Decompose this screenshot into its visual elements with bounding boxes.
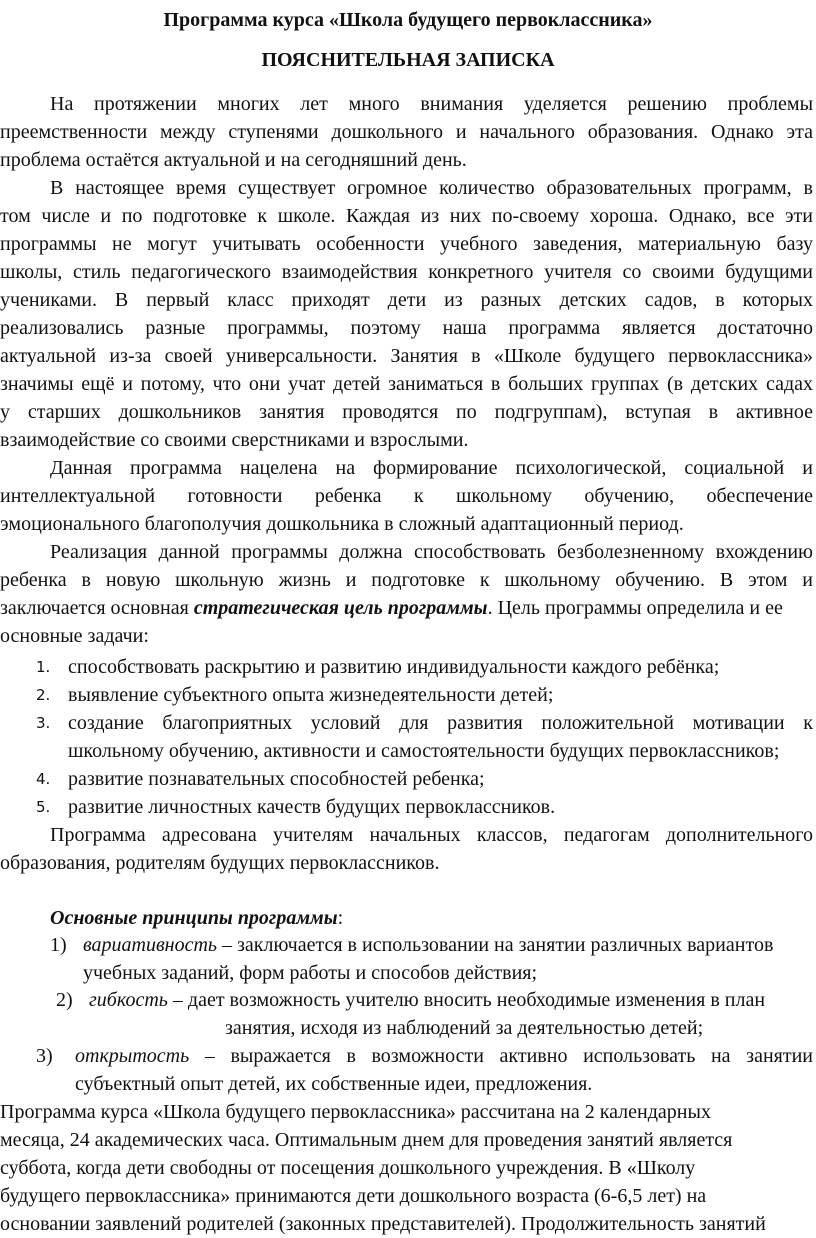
task-number: 3. [36, 714, 51, 732]
principles-heading-colon: : [337, 907, 344, 929]
principle-item: учебных заданий, форм работы и способов действия; [83, 962, 538, 984]
principle-text: – выражается в возможности активно использовать на занятии [189, 1045, 813, 1067]
paragraph-2-line: учениками. В первый класс приходят дети из разных детских садов, в которых [0, 289, 813, 311]
principle-number: 2) [56, 989, 73, 1011]
paragraph-6-line: суббота, когда дети свободны от посещения дошкольного учреждения. В «Школу [0, 1157, 696, 1179]
task-number: 5. [36, 798, 51, 816]
paragraph-1-line: На протяжении многих лет много внимания уделяется решению проблемы [50, 93, 813, 115]
principle-number: 3) [36, 1045, 53, 1067]
paragraph-4-text: . Цель программы определила и ее [487, 597, 783, 619]
principles-heading [50, 906, 343, 930]
task-item: выявление субъектного опыта жизнедеятельности детей; [68, 684, 554, 706]
paragraph-2-line: актуальной из-за своей универсальности. Занятия в «Школе будущего первоклассника» [0, 345, 813, 367]
principle-text: – дает возможность учителю вносить необходимые изменения в план [167, 989, 766, 1011]
task-number: 1. [36, 658, 51, 676]
paragraph-3-line: интеллектуальной готовности ребенка к школьному обучению, обеспечение [0, 485, 813, 507]
paragraph-4-line [0, 596, 783, 620]
task-item: развитие познавательных способностей ребенка; [68, 768, 485, 790]
principle-term: вариативность [83, 934, 218, 956]
task-item: развитие личностных качеств будущих первоклассников. [68, 796, 556, 818]
principles-heading-text: Основные принципы программы [50, 907, 338, 929]
paragraph-5-line: образования, родителям будущих первоклассников. [0, 852, 440, 874]
task-item: школьному обучению, активности и самостоятельности будущих первоклассников; [68, 740, 780, 762]
section-heading: ПОЯСНИТЕЛЬНАЯ ЗАПИСКА [261, 49, 555, 71]
paragraph-2-line: программы не могут учитывать особенности учебного заведения, материальную базу [0, 233, 813, 255]
paragraph-3-line: Данная программа нацелена на формирование психологической, социальной и [50, 457, 813, 479]
paragraph-6-line: основании заявлений родителей (законных представителей). Продолжительность занятий [0, 1213, 766, 1235]
principle-item [75, 1044, 813, 1068]
paragraph-2-line: В настоящее время существует огромное количество образовательных программ, в [50, 177, 813, 199]
paragraph-2-line: реализовались разные программы, поэтому наша программа является достаточно [0, 317, 813, 339]
principle-item [89, 988, 765, 1012]
strategic-goal-emphasis: стратегическая цель программы [193, 597, 488, 619]
paragraph-6-line: месяца, 24 академических часа. Оптимальным днем для проведения занятий является [0, 1129, 733, 1151]
principle-number: 1) [50, 934, 67, 956]
paragraph-4-text: заключается основная [0, 597, 194, 619]
paragraph-6-line: будущего первоклассника» принимаются дети дошкольного возраста (6-6,5 лет) на [0, 1185, 707, 1207]
paragraph-2-line: школы, стиль педагогического взаимодействия конкретного учителя со своими будущими [0, 261, 813, 283]
paragraph-2-line: том числе и по подготовке к школе. Каждая из них по-своему хороша. Однако, все эти [0, 205, 813, 227]
paragraph-2-line: у старших дошкольников занятия проводятся по подгруппам), вступая в активное [0, 401, 813, 423]
paragraph-6-line: Программа курса «Школа будущего первоклассника» рассчитана на 2 календарных [0, 1101, 711, 1123]
principle-term: гибкость [89, 989, 168, 1011]
document-title: Программа курса «Школа будущего первоклассника» [163, 9, 653, 31]
principle-item: занятия, исходя из наблюдений за деятельностью детей; [225, 1017, 704, 1039]
task-number: 2. [36, 686, 51, 704]
principle-item [83, 933, 773, 957]
principle-text: – заключается в использовании на занятии различных вариантов [217, 934, 774, 956]
paragraph-4-line: ребенка в новую школьную жизнь и подготовке к школьному обучению. В этом и [0, 569, 813, 591]
principle-term: открытость [75, 1045, 190, 1067]
task-item: способствовать раскрытию и развитию индивидуальности каждого ребёнка; [68, 656, 720, 678]
paragraph-5-line: Программа адресована учителям начальных классов, педагогам дополнительного [50, 824, 813, 846]
paragraph-1-line: проблема остаётся актуальной и на сегодняшний день. [0, 149, 467, 171]
paragraph-4-line: Реализация данной программы должна способствовать безболезненному вхождению [50, 541, 813, 563]
paragraph-4-line: основные задачи: [0, 625, 149, 647]
task-item: создание благоприятных условий для развития положительной мотивации к [68, 712, 813, 734]
task-number: 4. [36, 770, 51, 788]
paragraph-2-line: взаимодействие со своими сверстниками и взрослыми. [0, 429, 469, 451]
principle-item: субъектный опыт детей, их собственные идеи, предложения. [75, 1073, 593, 1095]
paragraph-1-line: преемственности между ступенями дошкольного и начального образования. Однако эта [0, 121, 813, 143]
paragraph-3-line: эмоционального благополучия дошкольника в сложный адаптационный период. [0, 513, 684, 535]
paragraph-2-line: значимы ещё и потому, что они учат детей заниматься в больших группах (в детских садах [0, 373, 813, 395]
